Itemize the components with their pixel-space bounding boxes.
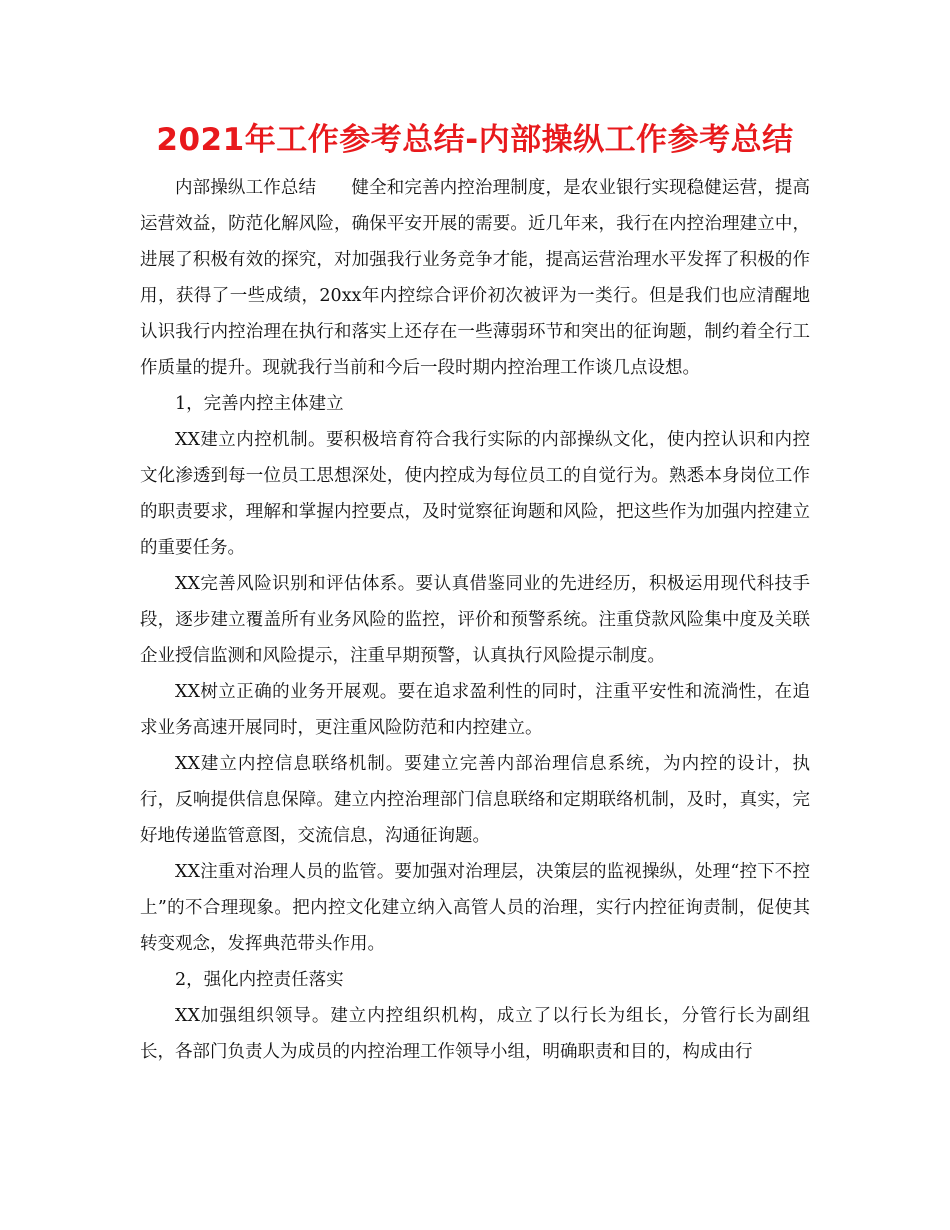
paragraph-information-liaison: XX建立内控信息联络机制。要建立完善内部治理信息系统，为内控的设计，执行，反响提供信息保障。建立内控治理部门信息联络和定期联络机制，及时，真实，完好地传递监管意图，交流信息，沟通征询题。 (140, 754, 810, 846)
document-body (140, 170, 810, 1070)
paragraph-management-supervision: XX注重对治理人员的监管。要加强对治理层，决策层的监视操纵，处理“控下不控上”的不合理现象。把内控文化建立纳入高管人员的治理，实行内控征询责制，促使其转变观念，发挥典范带头作用。 (140, 862, 810, 954)
paragraph-risk-assessment: XX完善风险识别和评估体系。要认真借鉴同业的先进经历，积极运用现代科技手段，逐步建立覆盖所有业务风险的监控，评价和预警系统。注重贷款风险集中度及关联企业授信监测和风险提示，注重早期预警，认真执行风险提示制度。 (140, 574, 810, 666)
paragraph-internal-control-mechanism: XX建立内控机制。要积极培育符合我行实际的内部操纵文化，使内控认识和内控文化渗透到每一位员工思想深处，使内控成为每位员工的自觉行为。熟悉本身岗位工作的职责要求，理解和掌握内控要点，及时觉察征询题和风险，把这些作为加强内控建立的重要任务。 (140, 430, 810, 558)
section-heading-1: 1，完善内控主体建立 (175, 394, 344, 414)
paragraph-organization-leadership: XX加强组织领导。建立内控组织机构，成立了以行长为组长，分管行长为副组长，各部门负责人为成员的内控治理工作领导小组，明确职责和目的，构成由行 (140, 1006, 810, 1062)
paragraph-business-development: XX树立正确的业务开展观。要在追求盈利性的同时，注重平安性和流淌性，在追求业务高速开展同时，更注重风险防范和内控建立。 (140, 682, 810, 738)
section-heading-2: 2，强化内控责任落实 (175, 970, 344, 990)
paragraph-intro: 内部操纵工作总结 健全和完善内控治理制度，是农业银行实现稳健运营，提高运营效益，防范化解风险，确保平安开展的需要。近几年来，我行在内控治理建立中，进展了积极有效的探究，对加强我行业务竞争才能，提高运营治理水平发挥了积极的作用，获得了一些成绩，20xx年内控综合评价初次被评为一类行。但是我们也应清醒地认识我行内控治理在执行和落实上还存在一些薄弱环节和突出的征询题，制约着全行工作质量的提升。现就我行当前和今后一段时期内控治理工作谈几点设想。 (140, 178, 810, 378)
document-title: 2021年工作参考总结-内部操纵工作参考总结 (156, 122, 794, 158)
